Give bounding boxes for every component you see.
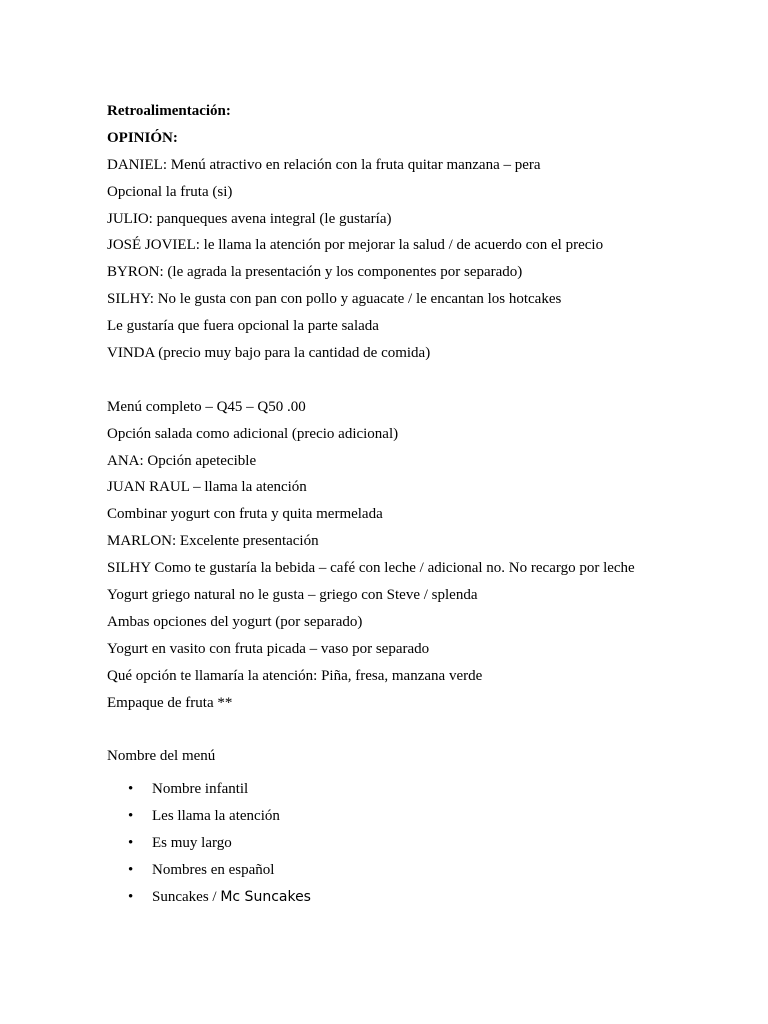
- list-item-text: Nombre infantil: [152, 781, 249, 798]
- blank-line: [107, 367, 727, 394]
- text-line: Qué opción te llamaría la atención: Piña, fresa, manzana verde: [107, 667, 483, 684]
- text-line: Opcional la fruta (si): [107, 183, 233, 200]
- text-line: Yogurt en vasito con fruta picada – vaso por separado: [107, 640, 430, 657]
- list-item: [107, 803, 727, 830]
- text-line: Menú completo – Q45 – Q50 .00: [107, 398, 306, 415]
- menu-name-label: Nombre del menú: [107, 748, 216, 765]
- text-line: SILHY Como te gustaría la bebida – café con leche / adicional no. No recargo por leche: [107, 560, 635, 577]
- text-line: BYRON: (le agrada la presentación y los componentes por separado): [107, 264, 523, 281]
- text-line: JULIO: panqueques avena integral (le gustaría): [107, 210, 392, 227]
- blank-line: [107, 716, 727, 743]
- text-line: Empaque de fruta **: [107, 694, 233, 711]
- text-line: MARLON: Excelente presentación: [107, 533, 319, 550]
- text-line: SILHY: No le gusta con pan con pollo y aguacate / le encantan los hotcakes: [107, 291, 562, 308]
- bullet-icon: •: [128, 808, 134, 825]
- opinion-block: [107, 152, 727, 367]
- bullet-icon: •: [128, 888, 134, 905]
- text-line: Opción salada como adicional (precio adicional): [107, 425, 399, 442]
- heading-retroalimentacion: Retroalimentación:: [107, 103, 231, 119]
- menu-feedback-block: [107, 394, 727, 717]
- list-item-text: Suncakes /: [152, 888, 221, 905]
- text-line: Combinar yogurt con fruta y quita mermelada: [107, 506, 383, 523]
- text-line: ANA: Opción apetecible: [107, 452, 257, 469]
- bullet-icon: •: [128, 781, 134, 798]
- text-line: JOSÉ JOVIEL: le llama la atención por mejorar la salud / de acuerdo con el precio: [107, 237, 604, 254]
- list-item-text: Les llama la atención: [152, 808, 280, 825]
- text-line: Yogurt griego natural no le gusta – griego con Steve / splenda: [107, 587, 478, 604]
- list-item: [107, 857, 727, 884]
- menu-name-list: [107, 776, 727, 910]
- text-line: DANIEL: Menú atractivo en relación con la fruta quitar manzana – pera: [107, 156, 541, 173]
- list-item-text: Es muy largo: [152, 835, 232, 852]
- text-line: Le gustaría que fuera opcional la parte salada: [107, 318, 379, 335]
- document-page: [107, 98, 727, 911]
- list-item-text: Nombres en español: [152, 861, 275, 878]
- heading-opinion: OPINIÓN:: [107, 129, 178, 146]
- text-line: JUAN RAUL – llama la atención: [107, 479, 307, 496]
- bullet-icon: •: [128, 835, 134, 852]
- text-line: VINDA (precio muy bajo para la cantidad de comida): [107, 345, 431, 362]
- list-item-text-sans: Mc Suncakes: [220, 888, 311, 905]
- text-line: Ambas opciones del yogurt (por separado): [107, 613, 363, 630]
- bullet-icon: •: [128, 861, 134, 878]
- list-item: [107, 830, 727, 857]
- list-item: [107, 884, 727, 911]
- list-item: [107, 776, 727, 803]
